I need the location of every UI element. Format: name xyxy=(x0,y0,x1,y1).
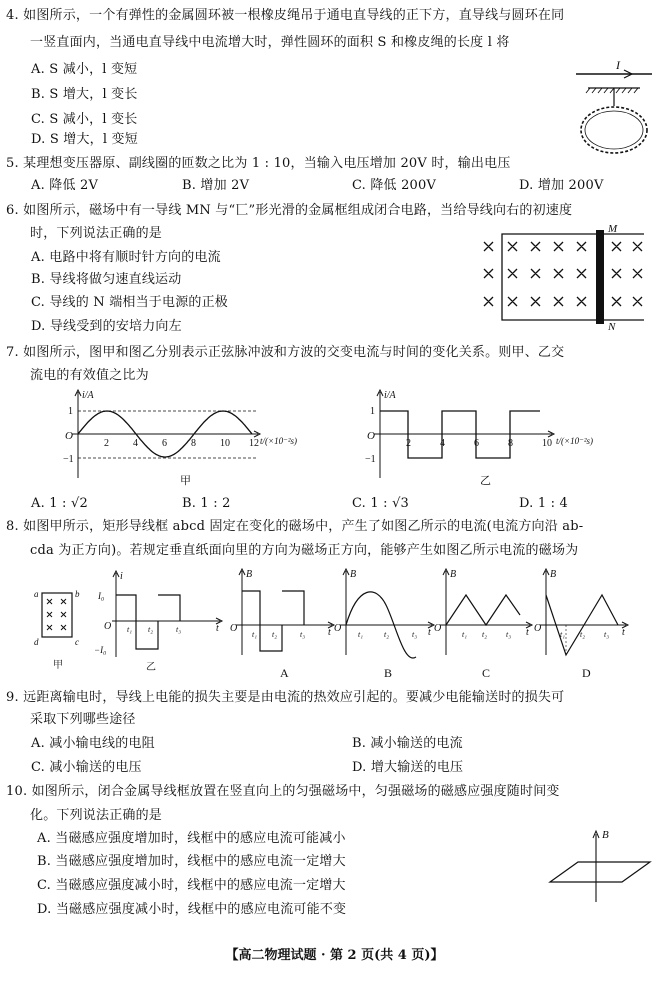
q9-stem-line1: 9. 远距离输电时，导线上电能的损失主要是由电流的热效应引起的。要减少电能输送时的损失可 xyxy=(6,690,565,705)
q7-option-b: B. 1 : 2 xyxy=(182,496,231,511)
q7a-xtick: 12 xyxy=(249,438,259,449)
q7a-sine-lobe xyxy=(194,411,252,434)
q8-label-b: b xyxy=(75,589,80,599)
page-footer: 【高二物理试题 · 第 2 页(共 4 页)】 xyxy=(225,948,444,963)
q7-option-c: C. 1 : √3 xyxy=(352,496,410,511)
q8-cg-ylabel: i xyxy=(120,571,123,582)
q6-option-c: C. 导线的 N 端相当于电源的正极 xyxy=(31,295,228,310)
q8-choice-a-graph xyxy=(230,569,334,680)
q4-option-d: D. S 增大，l 变短 xyxy=(31,132,138,147)
q7b-ytick-neg: −1 xyxy=(365,454,376,465)
q7a-xtick: 4 xyxy=(133,438,138,449)
q5-option-a: A. 降低 2V xyxy=(31,178,99,193)
q7a-xtick: 8 xyxy=(191,438,196,449)
q8-cg-origin: O xyxy=(104,621,112,632)
q5-option-d: D. 增加 200V xyxy=(519,178,604,193)
q8-stem-line1: 8. 如图甲所示，矩形导线框 abcd 固定在变化的磁场中，产生了如图乙所示的电流(电流方向沿 ab- xyxy=(6,519,584,534)
q8-frame-jia xyxy=(34,589,80,671)
q8a-t1: t₁ xyxy=(252,630,258,639)
q6-stem-line2: 时，下列说法正确的是 xyxy=(30,226,163,241)
q8b-t2: t₂ xyxy=(384,630,390,639)
q8-label-d: d xyxy=(34,637,39,647)
q8-choice-d-graph xyxy=(534,569,628,680)
q7b-caption: 乙 xyxy=(480,475,491,487)
q7-option-d: D. 1 : 4 xyxy=(519,496,569,511)
q7a-xtick: 10 xyxy=(220,438,230,449)
q7a-ylabel: i/A xyxy=(82,390,94,401)
q8c-origin: O xyxy=(434,623,442,634)
q8d-xlabel: t xyxy=(622,627,625,638)
q8c-t1: t₁ xyxy=(462,630,468,639)
q4-figure-wire-ring xyxy=(566,58,656,158)
q6-label-n: N xyxy=(608,321,616,332)
q10-option-d: D. 当磁感应强度减小时，线框中的感应电流可能不变 xyxy=(37,902,347,917)
q7a-ytick-neg: −1 xyxy=(63,454,74,465)
q5-option-b: B. 增加 2V xyxy=(182,178,250,193)
q4-stem-line2: 一竖直面内，当通电直导线中电流增大时，弹性圆环的面积 S 和橡皮绳的长度 l 将 xyxy=(30,35,510,50)
q6-option-d: D. 导线受到的安培力向左 xyxy=(31,319,182,334)
q8d-origin: O xyxy=(534,623,542,634)
q8b-xlabel: t xyxy=(428,627,431,638)
q8-cg-t3: t₃ xyxy=(176,625,182,634)
q5-stem: 5. 某理想变压器原、副线圈的匝数之比为 1 : 10，当输入电压增加 20V 时，输出电压 xyxy=(6,156,511,171)
q4-current-label: I xyxy=(616,58,620,72)
q8-cg-t1: t₁ xyxy=(127,625,133,634)
q7-graph-yi xyxy=(362,386,632,490)
q8d-t2: t₂ xyxy=(580,630,586,639)
q8b-t3: t₃ xyxy=(412,630,418,639)
q7a-xtick: 2 xyxy=(104,438,109,449)
q8-cg-pos: I₀ xyxy=(98,591,105,601)
q7-option-a: A. 1 : √2 xyxy=(31,496,88,511)
q8-label-c: c xyxy=(75,637,79,647)
q8a-t3: t₃ xyxy=(300,630,306,639)
q9-option-c: C. 减小输送的电压 xyxy=(31,760,142,775)
q8b-letter: B xyxy=(384,666,393,680)
q8-choice-c-graph xyxy=(434,569,532,680)
q8c-t3: t₃ xyxy=(506,630,512,639)
q10-option-c: C. 当磁感应强度减小时，线框中的感应电流一定增大 xyxy=(37,878,346,893)
q8d-t3: t₃ xyxy=(604,630,610,639)
q8a-origin: O xyxy=(230,623,238,634)
q8d-ylabel: B xyxy=(550,569,557,580)
q9-stem-line2: 采取下列哪些途径 xyxy=(30,712,136,727)
q7b-xtick: 6 xyxy=(474,438,479,449)
q10-b-label: B xyxy=(602,829,609,841)
q6-field-crosses xyxy=(484,242,642,306)
q7a-sine-lobe xyxy=(78,411,136,434)
q7b-xtick: 8 xyxy=(508,438,513,449)
q8a-ylabel: B xyxy=(246,569,253,580)
q7b-xtick: 10 xyxy=(542,438,552,449)
q8-label-a: a xyxy=(34,589,39,599)
q8-caption-yi: 乙 xyxy=(146,662,156,673)
q8c-letter: C xyxy=(482,666,491,680)
q4-option-b: B. S 增大，l 变长 xyxy=(31,87,138,102)
q7a-xtick: 6 xyxy=(162,438,167,449)
q4-option-a: A. S 减小，l 变短 xyxy=(31,62,138,77)
q8c-xlabel: t xyxy=(526,627,529,638)
q8-cg-xlabel: t xyxy=(216,623,219,634)
q4-stem-line1: 4. 如图所示，一个有弹性的金属圆环被一根橡皮绳吊于通电直导线的正下方，直导线与圆环在同 xyxy=(6,8,565,23)
q8-cg-neg: −I₀ xyxy=(94,645,107,655)
q10-stem-line1: 10. 如图所示，闭合金属导线框放置在竖直向上的匀强磁场中，匀强磁场的磁感应强度随时间变 xyxy=(6,784,560,799)
q10-option-a: A. 当磁感应强度增加时，线框中的感应电流可能减小 xyxy=(37,831,346,846)
q8c-t2: t₂ xyxy=(482,630,488,639)
q7b-ylabel: i/A xyxy=(384,390,396,401)
q6-figure-magnetic-field xyxy=(478,224,660,332)
q7a-xlabel: t/(×10⁻²s) xyxy=(260,436,298,446)
q6-option-a: A. 电路中将有顺时针方向的电流 xyxy=(31,250,221,265)
q9-option-b: B. 减小输送的电流 xyxy=(352,736,463,751)
q7b-xtick: 2 xyxy=(406,438,411,449)
q7-stem-line1: 7. 如图所示，图甲和图乙分别表示正弦脉冲波和方波的交变电流与时间的变化关系。则甲、乙交 xyxy=(6,345,565,360)
q7b-origin: O xyxy=(367,430,375,442)
q7b-xlabel: t/(×10⁻²s) xyxy=(556,436,594,446)
q10-figure-frame xyxy=(546,826,656,906)
q7a-ytick-pos: 1 xyxy=(68,406,73,417)
q7-graph-jia xyxy=(60,386,320,490)
q7-stem-line2: 流电的有效值之比为 xyxy=(30,368,149,383)
q8a-t2: t₂ xyxy=(272,630,278,639)
q7b-ytick-pos: 1 xyxy=(370,406,375,417)
q8b-ylabel: B xyxy=(350,569,357,580)
q8-choice-b-graph xyxy=(334,569,434,680)
q8-stem-line2: cda 为正方向)。若规定垂直纸面向里的方向为磁场正方向，能够产生如图乙所示电流的磁场为 xyxy=(30,543,579,558)
q7a-origin: O xyxy=(65,430,73,442)
q8d-letter: D xyxy=(582,666,591,680)
q8-caption-jia: 甲 xyxy=(53,660,63,671)
q8-current-graph xyxy=(94,571,222,673)
q4-option-c: C. S 减小，l 变长 xyxy=(31,112,138,127)
q9-option-a: A. 减小输电线的电阻 xyxy=(31,736,155,751)
q6-option-b: B. 导线将做匀速直线运动 xyxy=(31,272,182,287)
q9-option-d: D. 增大输送的电压 xyxy=(352,760,464,775)
q7a-caption: 甲 xyxy=(180,475,191,487)
q7b-xtick: 4 xyxy=(440,438,445,449)
q8-cg-t2: t₂ xyxy=(148,625,154,634)
q10-option-b: B. 当磁感应强度增加时，线框中的感应电流一定增大 xyxy=(37,854,346,869)
q6-label-m: M xyxy=(608,224,618,235)
q8a-letter: A xyxy=(280,666,289,680)
q10-stem-line2: 化。下列说法正确的是 xyxy=(30,808,163,823)
q5-option-c: C. 降低 200V xyxy=(352,178,437,193)
q8b-origin: O xyxy=(334,623,342,634)
q8-figures xyxy=(20,565,660,687)
q8a-xlabel: t xyxy=(328,627,331,638)
q8c-ylabel: B xyxy=(450,569,457,580)
q8d-t1: t₁ xyxy=(560,630,566,639)
q6-stem-line1: 6. 如图所示，磁场中有一导线 MN 与“匸”形光滑的金属框组成闭合电路，当给导线向右的初速度 xyxy=(6,203,573,218)
q8b-t1: t₁ xyxy=(358,630,364,639)
